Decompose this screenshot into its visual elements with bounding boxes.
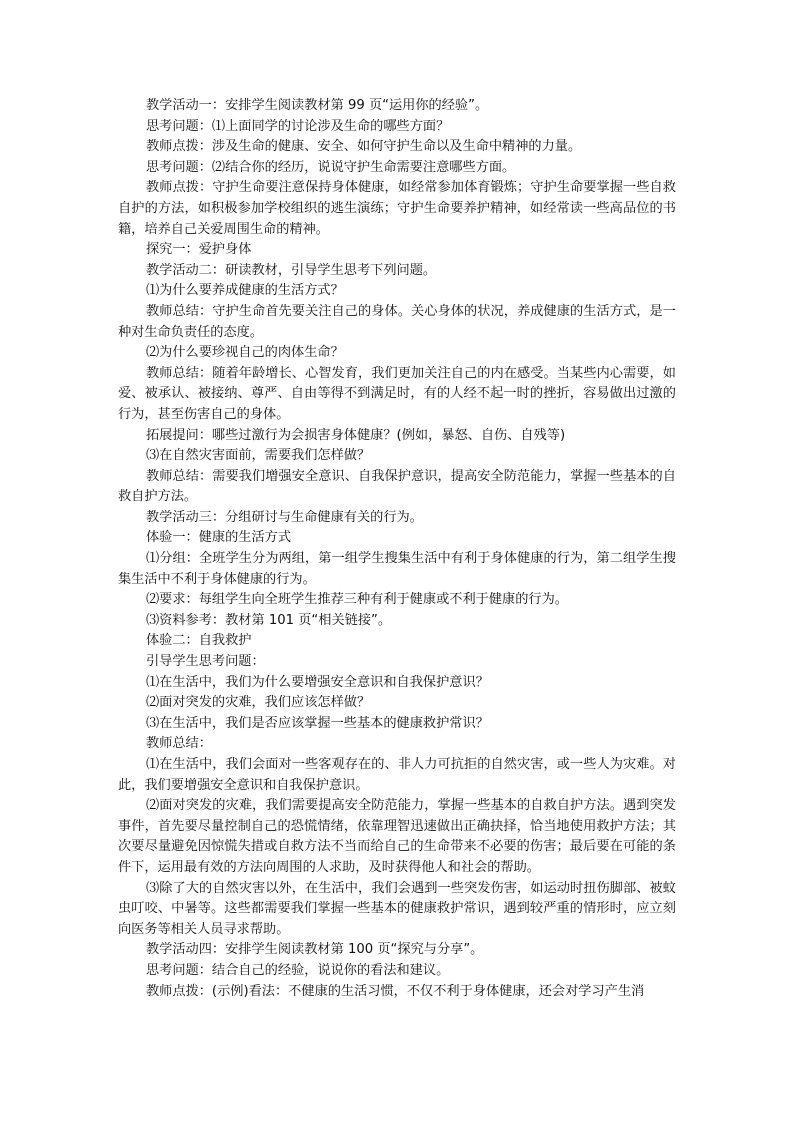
paragraph-item-1: ⑴为什么要养成健康的生活方式？: [146, 283, 344, 299]
paragraph-requirement: ⑵要求：每组学生向全班学生推荐三种有利于健康或不利于健康的行为。: [146, 592, 568, 608]
paragraph-activity-1: 教学活动一：安排学生阅读教材第 99 页“运用你的经验”。: [146, 98, 489, 113]
paragraph-answer-2: ⑵面对突发的灾难，我们需要提高安全防范能力，掌握一些基本的自救自护方法。遇到突发事件，首先要尽量控制自己的恐慌情绪，依靠理智迅速做出正确抉择，恰当地使用救护方法；其次要尽量避免因惊慌失措或自救方法不当而给自己的生命带来不必要的伤害；最后要在可能的条件下，运用最有效的方法向周围的人求助，及时获得他人和社会的帮助。: [118, 798, 676, 875]
paragraph-question-2: 思考问题：⑵结合你的经历，说说守护生命需要注意哪些方面。: [146, 159, 516, 175]
paragraph-question-1: 思考问题：⑴上面同学的讨论涉及生命的哪些方面？: [146, 118, 450, 134]
paragraph-guide-questions: 引导学生思考问题：: [146, 654, 265, 670]
paragraph-item-3: ⑶在自然灾害面前，需要我们怎样做？: [146, 448, 371, 464]
paragraph-guidance-2: 教师点拨：守护生命要注意保持身体健康，如经常参加体育锻炼；守护生命要掌握一些自救自护的方法，如积极参加学校组织的逃生演练；守护生命要养护精神，如经常读一些高品位的书籍，培养自己关爱周围生命的精神。: [118, 180, 676, 237]
paragraph-summary-2: 教师总结：随着年龄增长、心智发育，我们更加关注自己的内在感受。当某些内心需要，如爱、被承认、被接纳、尊严、自由等得不到满足时，有的人经不起一时的挫折，容易做出过激的行为，甚至伤害自己的身体。: [118, 365, 676, 422]
paragraph-answer-1: ⑴在生活中，我们会面对一些客观存在的、非人力可抗拒的自然灾害，或一些人为灾难。对此，我们要增强安全意识和自我保护意识。: [118, 757, 676, 793]
paragraph-item-2: ⑵为什么要珍视自己的肉体生命？: [146, 345, 344, 361]
paragraph-reference: ⑶资料参考：教材第 101 页“相关链接”。: [146, 612, 392, 628]
paragraph-activity-4: 教学活动四：安排学生阅读教材第 100 页“探究与分享”。: [146, 942, 484, 958]
paragraph-sub-question-1: ⑴在生活中，我们为什么要增强安全意识和自我保护意识？: [146, 674, 489, 690]
paragraph-summary-3: 教师总结：需要我们增强安全意识、自我保护意识，提高安全防范能力，掌握一些基本的自救自护方法。: [118, 468, 676, 505]
paragraph-summary-1: 教师总结：守护生命首先要关注自己的身体。关心身体的状况，养成健康的生活方式，是一种对生命负责任的态度。: [118, 303, 676, 340]
paragraph-answer-3: ⑶除了大的自然灾害以外，在生活中，我们会遇到一些突发伤害，如运动时扭伤脚部、被蚊虫叮咬、中暑等。这些都需要我们掌握一些基本的健康救护常识，遇到较严重的情形时，应立刻向医务等相关人员寻求帮助。: [118, 880, 676, 937]
paragraph-extension: 拓展提问：哪些过激行为会损害身体健康？(例如，暴怒、自伤、自残等): [146, 427, 566, 443]
paragraph-grouping: ⑴分组：全班学生分为两组，第一组学生搜集生活中有利于身体健康的行为，第二组学生搜集生活中不利于身体健康的行为。: [118, 551, 676, 587]
paragraph-inquiry-1: 探究一：爱护身体: [146, 242, 252, 258]
paragraph-sub-question-3: ⑶在生活中，我们是否应该掌握一些基本的健康救护常识？: [146, 715, 489, 731]
paragraph-experience-2: 体验二：自我救护: [146, 633, 252, 649]
paragraph-experience-1: 体验一：健康的生活方式: [146, 530, 292, 546]
document-body: [118, 96, 676, 1002]
paragraph-question-final: 思考问题：结合自己的经验，说说你的看法和建议。: [146, 962, 450, 978]
paragraph-activity-3: 教学活动三：分组研讨与生命健康有关的行为。: [146, 509, 423, 525]
paragraph-guidance-final: 教师点拨：(示例)看法：不健康的生活习惯，不仅不利于身体健康，还会对学习产生消: [146, 983, 645, 999]
paragraph-sub-question-2: ⑵面对突发的灾难，我们应该怎样做？: [146, 695, 371, 711]
paragraph-activity-2: 教学活动二：研读教材，引导学生思考下列问题。: [146, 262, 437, 278]
paragraph-guidance-1: 教师点拨：涉及生命的健康、安全、如何守护生命以及生命中精神的力量。: [146, 139, 582, 155]
paragraph-teacher-summary: 教师总结：: [146, 736, 212, 752]
